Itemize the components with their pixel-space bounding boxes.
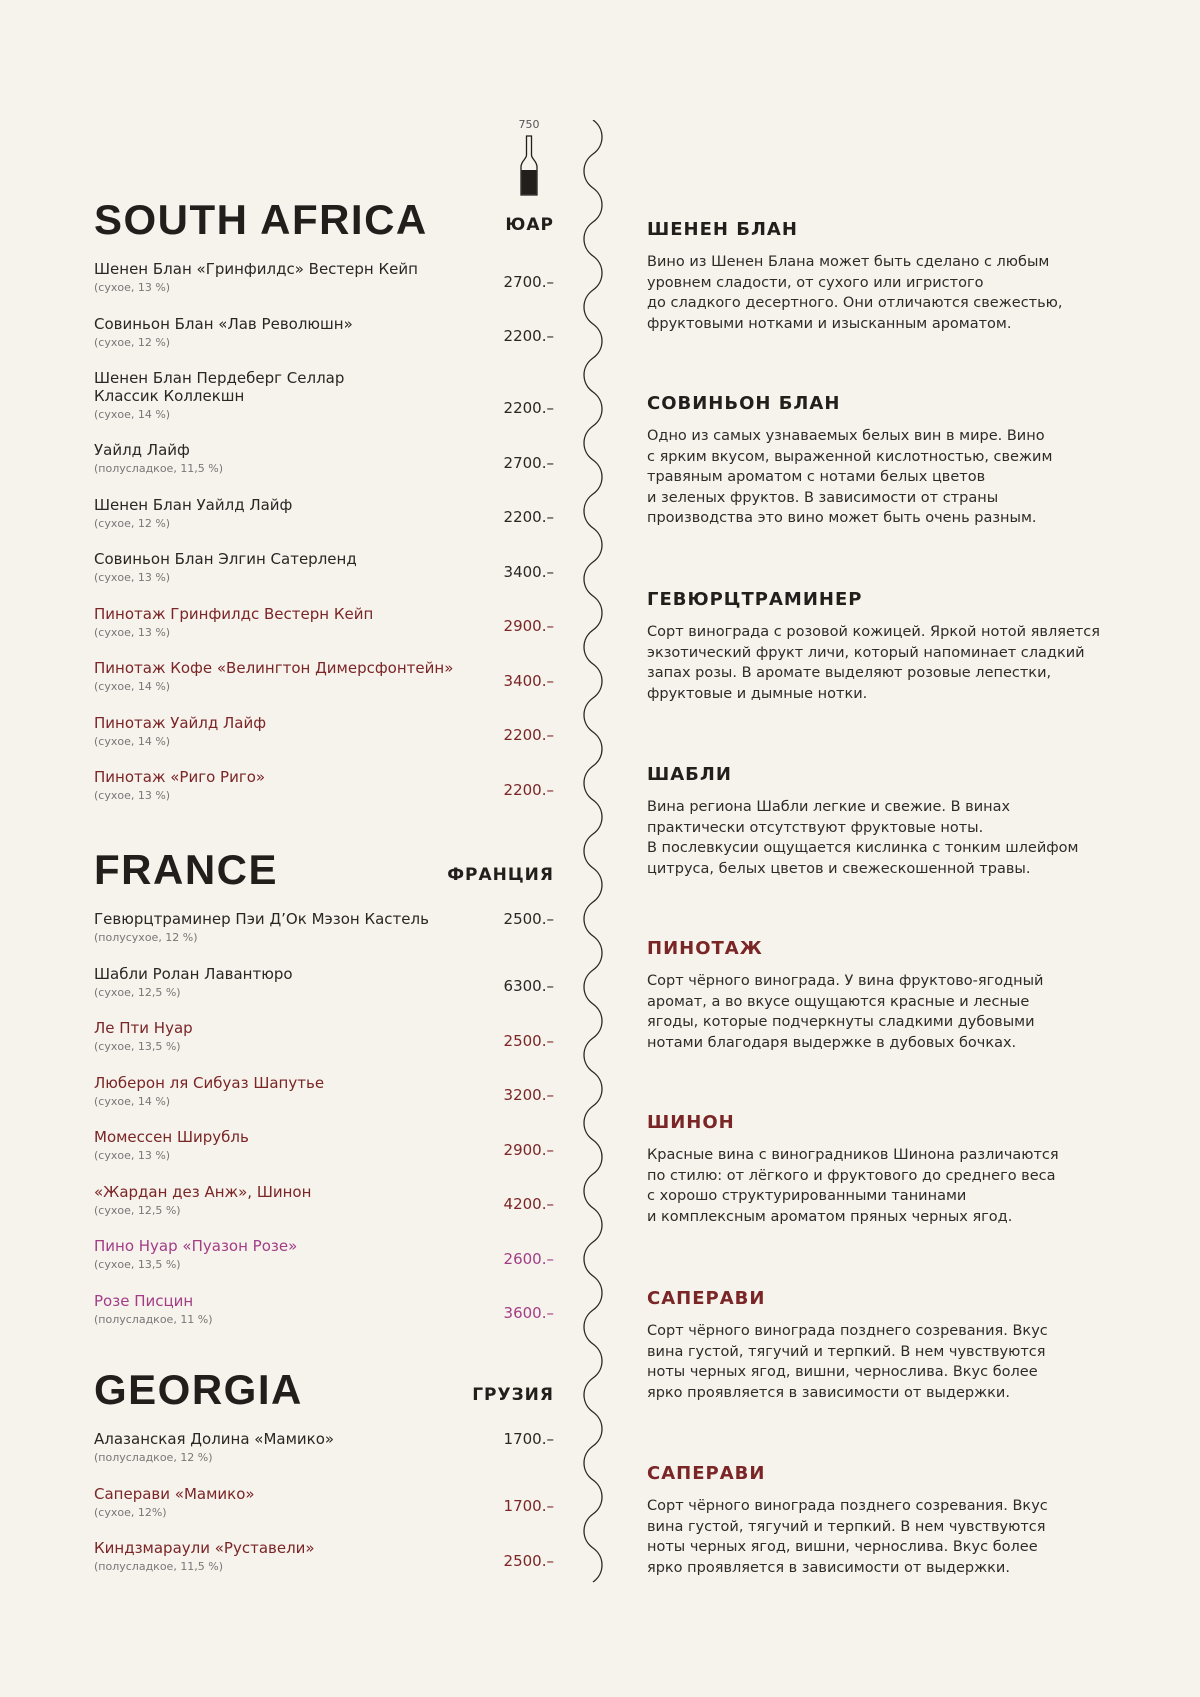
wine-name: Пинотаж Уайлд Лайф: [94, 713, 267, 732]
wine-item: [94, 910, 554, 965]
wavy-divider: [578, 120, 608, 1590]
wine-item: [94, 1430, 554, 1485]
wine-note: (сухое, 12%): [94, 1505, 167, 1519]
wine-name: Киндзмараули «Руставели»: [94, 1539, 315, 1557]
wine-item: [94, 496, 554, 551]
wine-name: Ле Пти Нуар: [94, 1019, 193, 1037]
wine-price: 2500.–: [503, 1551, 554, 1570]
wine-note: (сухое, 14 %): [94, 680, 171, 693]
wine-price: 3200.–: [503, 1086, 554, 1104]
description-text: Вина региона Шабли легкие и свежие. В винах практически отсутствуют фруктовые ноты. В послевкусии ощущается кислинка с тонким шлейфом цитруса, белых цветов и свежескошенной травы.: [647, 799, 1079, 877]
wine-price: 6300.–: [503, 977, 554, 995]
wine-name: Совиньон Блан Элгин Сатерленд: [94, 550, 357, 568]
description-title: СОВИНЬОН БЛАН: [647, 393, 841, 414]
wine-name: Гевюрцтраминер Пэи Д’Ок Мэзон Кастель: [94, 910, 429, 928]
wine-price: 2600.–: [503, 1249, 554, 1268]
wine-item: [94, 605, 554, 660]
wine-note: (сухое, 12 %): [94, 516, 171, 530]
description-title: ПИНОТАЖ: [647, 938, 763, 959]
wine-note: (сухое, 14 %): [94, 1094, 171, 1108]
wine-note: (сухое, 13,5 %): [94, 1258, 181, 1271]
section-header: [94, 848, 554, 898]
wine-item: [94, 550, 554, 605]
wine-name: Саперави «Мамико»: [94, 1484, 255, 1503]
wine-price: 3400.–: [503, 562, 554, 581]
wine-price: 2700.–: [503, 272, 554, 291]
description-block: [647, 393, 1117, 529]
wine-name: Алазанская Долина «Мамико»: [94, 1430, 335, 1448]
wine-name: Уайлд Лайф: [94, 441, 190, 459]
wine-price: 2200.–: [503, 399, 554, 417]
wine-price: 2900.–: [503, 1140, 554, 1159]
wine-note: (сухое, 13,5 %): [94, 1040, 181, 1053]
wine-name: Пинотаж «Риго Риго»: [94, 768, 266, 786]
wine-note: (полусладкое, 11 %): [94, 1312, 213, 1326]
section-title: GEORGIA: [94, 1366, 303, 1413]
wine-note: (сухое, 13 %): [94, 789, 171, 802]
section-title-ru: ЮАР: [505, 215, 554, 235]
wine-price: 2700.–: [503, 453, 554, 472]
section-title-ru: ФРАНЦИЯ: [447, 865, 554, 885]
wine-bottle-icon: [519, 135, 539, 197]
wine-price: 3400.–: [503, 671, 554, 690]
wine-item: [94, 1128, 554, 1183]
wine-price: 2500.–: [503, 1031, 554, 1050]
wine-note: (сухое, 12 %): [94, 335, 171, 349]
description-title: ШАБЛИ: [647, 764, 732, 785]
wine-price: 2200.–: [503, 726, 554, 744]
description-text: Сорт чёрного винограда позднего созревания. Вкус вина густой, тягучий и терпкий. В нем чувствуются ноты черных ягод, вишни, чернослива. Вкус более ярко проявляется в зависимости от выдержки.: [647, 1498, 1048, 1576]
wine-name: Пино Нуар «Пуазон Розе»: [94, 1237, 298, 1255]
section-header: [94, 1368, 554, 1418]
wine-item: [94, 768, 554, 823]
wine-price: 2200.–: [503, 508, 554, 526]
wine-price: 2200.–: [503, 327, 554, 345]
section-header: [94, 198, 554, 248]
section-south-africa: [94, 198, 554, 823]
wine-item: [94, 1539, 554, 1594]
wine-note: (полусладкое, 11,5 %): [94, 462, 224, 475]
description-title: ШЕНЕН БЛАН: [647, 219, 798, 240]
wine-price: 3600.–: [503, 1304, 554, 1322]
wine-item: [94, 1237, 554, 1292]
wine-price: 2500.–: [503, 909, 554, 928]
wine-note: (сухое, 13 %): [94, 571, 171, 584]
wine-item: [94, 1485, 554, 1540]
wine-item: [94, 714, 554, 769]
wine-item: [94, 441, 554, 496]
description-block: [647, 1288, 1117, 1403]
description-title: ГЕВЮРЦТРАМИНЕР: [647, 589, 863, 610]
wine-note: (сухое, 13 %): [94, 625, 171, 639]
wine-item: [94, 659, 554, 714]
wine-note: (сухое, 14 %): [94, 408, 171, 421]
wine-name: Шенен Блан Уайлд Лайф: [94, 495, 293, 514]
wine-note: (сухое, 14 %): [94, 734, 171, 748]
wine-note: (сухое, 13 %): [94, 1149, 171, 1162]
wine-name: Шабли Ролан Лавантюро: [94, 964, 293, 983]
wine-name: Шенен Блан Пердеберг Селлар Классик Коллекшн: [94, 369, 345, 405]
bottle-volume: 750: [518, 118, 540, 131]
description-title: ШИНОН: [647, 1112, 735, 1133]
wine-note: (полусладкое, 12 %): [94, 1451, 213, 1464]
description-text: Красные вина с виноградников Шинона различаются по стилю: от лёгкого и фруктового до среднего веса с хорошо структурированными танинами и комплексным ароматом пряных черных ягод.: [647, 1147, 1059, 1225]
wine-note: (сухое, 13 %): [94, 281, 171, 294]
description-block: [647, 1463, 1117, 1578]
wine-item: [94, 369, 554, 441]
description-block: [647, 1112, 1117, 1227]
description-block: [647, 219, 1117, 334]
description-block: [647, 938, 1117, 1053]
wine-name: Пинотаж Гринфилдс Вестерн Кейп: [94, 604, 374, 623]
wine-item: [94, 1183, 554, 1238]
wine-item: [94, 1292, 554, 1347]
description-text: Одно из самых узнаваемых белых вин в мире. Вино с ярким вкусом, выраженной кислотностью, свежим травяным ароматом с нотами белых цветов и зеленых фруктов. В зависимости от страны производства это вино может быть очень разным.: [647, 428, 1053, 526]
wine-note: (полусухое, 12 %): [94, 931, 198, 944]
wine-name: Совиньон Блан «Лав Революшн»: [94, 314, 353, 333]
wine-name: Люберон ля Сибуаз Шапутье: [94, 1073, 325, 1092]
wine-price: 2200.–: [503, 780, 554, 799]
description-title: САПЕРАВИ: [647, 1288, 766, 1309]
wine-note: (сухое, 12,5 %): [94, 985, 181, 999]
description-text: Сорт винограда с розовой кожицей. Яркой нотой является экзотический фрукт личи, который напоминает сладкий запах розы. В аромате выделяют розовые лепестки, фруктовые и дымные нотки.: [647, 624, 1101, 702]
description-text: Сорт чёрного винограда. У вина фруктово-ягодный аромат, а во вкусе ощущаются красные и лесные ягоды, которые подчеркнуты сладкими дубовыми нотами благодаря выдержке в дубовых бочках.: [647, 973, 1044, 1051]
description-text: Сорт чёрного винограда позднего созревания. Вкус вина густой, тягучий и терпкий. В нем чувствуются ноты черных ягод, вишни, чернослива. Вкус более ярко проявляется в зависимости от выдержки.: [647, 1323, 1048, 1401]
wine-price: 1700.–: [503, 1429, 554, 1448]
wine-item: [94, 1019, 554, 1074]
description-title: САПЕРАВИ: [647, 1463, 766, 1484]
wine-note: (полусладкое, 11,5 %): [94, 1560, 224, 1573]
section-france: [94, 848, 554, 1346]
wine-item: [94, 1074, 554, 1129]
wine-name: «Жардан дез Анж», Шинон: [94, 1182, 312, 1201]
bottle-size: [512, 118, 546, 201]
wine-item: [94, 260, 554, 315]
section-title-ru: ГРУЗИЯ: [472, 1385, 554, 1405]
wine-name: Розе Писцин: [94, 1291, 194, 1310]
wine-name: Момессен Ширубль: [94, 1128, 249, 1146]
wine-item: [94, 315, 554, 370]
description-block: [647, 764, 1117, 879]
description-text: Вино из Шенен Блана может быть сделано с любым уровнем сладости, от сухого или игристого до сладкого десертного. Они отличаются свежестью, фруктовыми нотками и изысканным ароматом.: [647, 254, 1063, 332]
section-title: SOUTH AFRICA: [94, 196, 428, 243]
wine-price: 2900.–: [503, 617, 554, 635]
wine-name: Пинотаж Кофе «Велингтон Димерсфонтейн»: [94, 659, 454, 677]
section-georgia: [94, 1368, 554, 1594]
description-block: [647, 589, 1117, 704]
section-title: FRANCE: [94, 846, 278, 893]
wine-item: [94, 965, 554, 1020]
wine-name: Шенен Блан «Гринфилдс» Вестерн Кейп: [94, 260, 418, 278]
wine-note: (сухое, 12,5 %): [94, 1203, 181, 1217]
wine-price: 1700.–: [503, 1497, 554, 1515]
wine-price: 4200.–: [503, 1195, 554, 1213]
